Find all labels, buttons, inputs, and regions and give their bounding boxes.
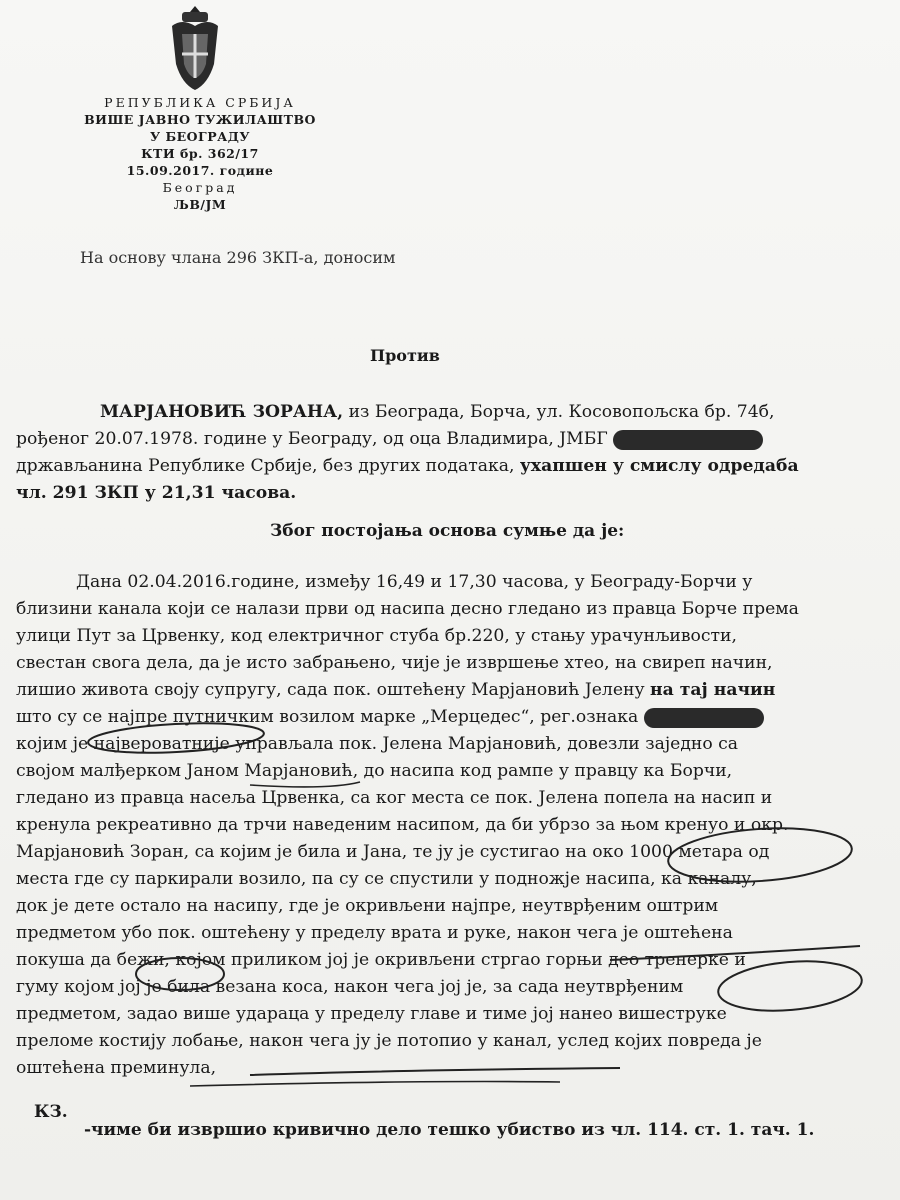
facts-line: улици Пут за Црвенку, код електричног стуба бр.220, у стању урачунљивости, [16, 626, 737, 646]
facts-paragraph [16, 569, 856, 1082]
facts-line: гуму којом јој је била везана коса, након чега јој је, за сада неутврђеним [16, 977, 684, 997]
suspect-name: МАРЈАНОВИЋ ЗОРАНА, [100, 402, 344, 422]
facts-line: места где су паркирали возило, па су се спустили у подножје насипа, ка каналу, [16, 869, 757, 889]
facts-line: предметом убо пок. оштећену у пределу врата и руке, након чега је оштећена [16, 923, 733, 943]
facts-line: гледано из правца насеља Црвенка, са ког места се пок. Јелена попела на насип и [16, 788, 773, 808]
facts-line: преломе костију лобање, након чега ју је потопио у канал, услед којих повреда је [16, 1031, 762, 1051]
facts-line: свестан свога дела, да је исто забрањено, чије је извршење хтео, на свиреп начин, [16, 653, 773, 673]
case-number: КТИ бр. 362/17 [141, 146, 259, 161]
facts-line: кренула рекреативно да трчи наведеним насипом, да би убрзо за њом кренуо и окр. [16, 815, 789, 835]
facts-line: којим је највероватније управљала пок. Јелена Марјановић, довезли заједно са [16, 734, 739, 754]
suspect-paragraph [16, 399, 856, 507]
city-label: У БЕОГРАДУ [149, 129, 251, 144]
suspect-citizenship: држављанина Републике Србије, без других података, [16, 456, 515, 476]
intro-text: На основу члана 296 ЗКП-а, доносим [80, 248, 396, 267]
facts-line: својом малђерком Јаном Марјановић, до насипа код рампе у правцу ка Борчи, [16, 761, 733, 781]
suspect-address: из Београда, Борча, ул. Косовопољска бр. 74б, [348, 402, 775, 422]
facts-line: лишио живота своју супругу, сада пок. оштећену Марјановић Јелену [16, 680, 645, 700]
place-label: Београд [162, 180, 238, 195]
redaction-mark [613, 430, 763, 450]
office-label: ВИШЕ ЈАВНО ТУЖИЛАШТВО [84, 112, 316, 127]
charge-statement: -чиме би извршио кривично дело тешко убиство из чл. 114. ст. 1. тач. 1. [84, 1120, 815, 1140]
facts-line: покуша да бежи, којом приликом јој је окривљени стргао горњи део тренерке и [16, 950, 746, 970]
document-date: 15.09.2017. године [126, 163, 274, 178]
republic-label: РЕПУБЛИКА СРБИЈА [104, 95, 296, 110]
facts-line: Марјановић Зоран, са којим је била и Јана, те ју је сустигао на око 1000 метара од [16, 842, 770, 862]
arrest-note: ухапшен у смислу одредаба [519, 456, 799, 476]
grounds-heading: Због постојања основа сумње да је: [270, 521, 625, 541]
facts-line: оштећена преминула, [16, 1058, 217, 1078]
suspect-birth: рођеног 20.07.1978. године у Београду, од оца Владимира, ЈМБГ [16, 429, 608, 449]
facts-bold-phrase: на тај начин [650, 680, 776, 700]
initials-label: ЉВ/ЈМ [173, 197, 227, 212]
kz-label: КЗ. [34, 1102, 68, 1122]
protiv-heading: Против [370, 346, 440, 365]
redaction-mark [644, 708, 764, 728]
facts-line: што су се најпре путничким возилом марке „Мерцедес“, рег.ознака [16, 707, 639, 727]
facts-line: док је дете остало на насипу, где је окривљени најпре, неутврђеним оштрим [16, 896, 719, 916]
coat-of-arms-icon [168, 4, 222, 94]
facts-line: предметом, задао више удараца у пределу главе и тиме јој нанео вишеструке [16, 1004, 727, 1024]
facts-line: близини канала који се налази први од насипа десно гледано из правца Борче према [16, 599, 799, 619]
arrest-article: чл. 291 ЗКП у 21,31 часова. [16, 483, 297, 503]
document-header [60, 94, 340, 213]
facts-line: Дана 02.04.2016.године, између 16,49 и 17,30 часова, у Београду-Борчи у [76, 572, 753, 592]
